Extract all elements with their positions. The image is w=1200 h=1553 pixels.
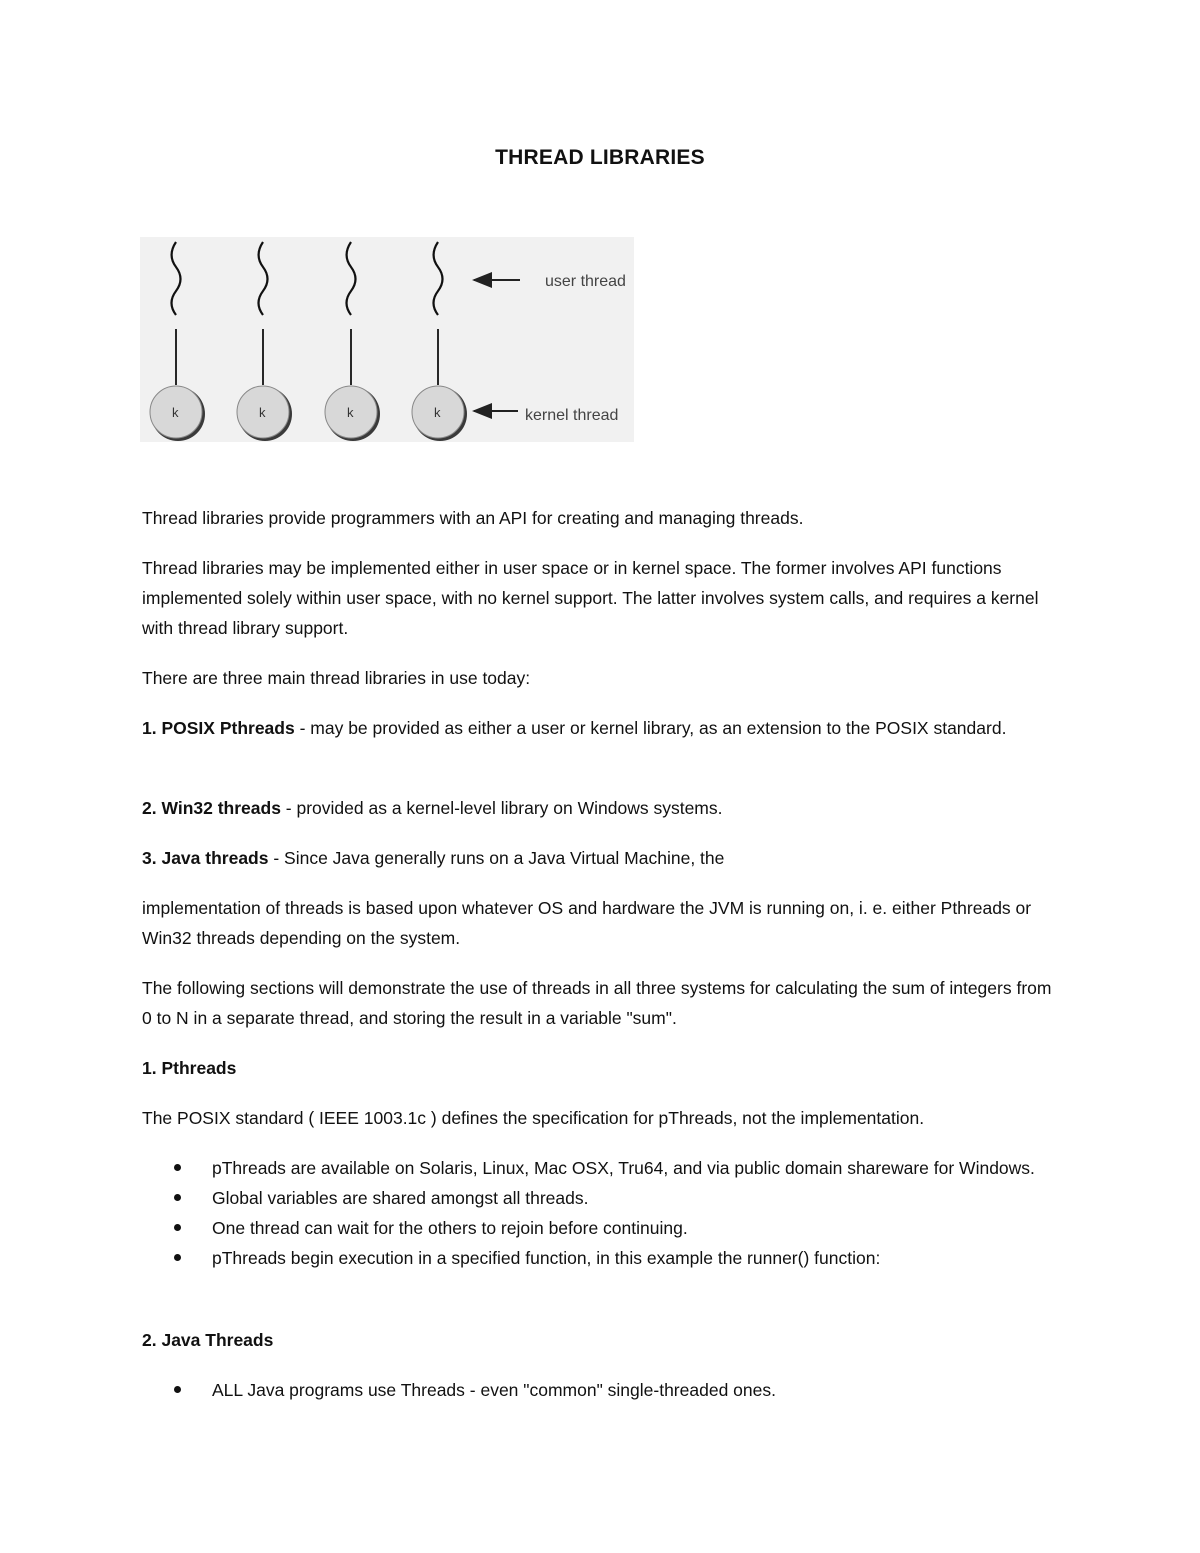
user-thread-squiggle [259, 242, 268, 315]
thread-model-diagram [140, 237, 634, 442]
library-item-java [142, 843, 1062, 873]
thread-pair-3 [325, 242, 380, 441]
library-name: POSIX Pthreads [161, 718, 295, 738]
java-threads-heading: 2. Java Threads [142, 1330, 274, 1350]
library-number: 2. [142, 798, 162, 818]
libraries-intro-paragraph: There are three main thread libraries in use today: [142, 668, 531, 688]
list-item-text: ALL Java programs use Threads - even "common" single-threaded ones. [212, 1380, 776, 1400]
list-item [142, 1243, 1062, 1273]
pthreads-bullet-list [142, 1153, 1062, 1273]
one-to-one-thread-model-figure [140, 237, 634, 442]
page-title: THREAD LIBRARIES [495, 146, 705, 169]
library-item-win32 [142, 793, 1062, 823]
list-item [142, 1375, 1062, 1405]
kernel-node-label: k [259, 405, 266, 420]
list-item-text: One thread can wait for the others to rejoin before continuing. [212, 1218, 688, 1238]
bullet-icon [174, 1194, 181, 1201]
list-item [142, 1153, 1062, 1183]
library-number: 1. [142, 718, 162, 738]
kernel-node-label: k [434, 405, 441, 420]
pthreads-heading: 1. Pthreads [142, 1058, 237, 1078]
bullet-icon [174, 1224, 181, 1231]
intro-paragraph: Thread libraries provide programmers with an API for creating and managing threads. [142, 508, 804, 528]
list-item [142, 1213, 1062, 1243]
bullet-icon [174, 1254, 181, 1261]
pthreads-intro-paragraph: The POSIX standard ( IEEE 1003.1c ) defines the specification for pThreads, not the implementation. [142, 1108, 925, 1128]
library-name: Win32 threads [161, 798, 281, 818]
bullet-icon [174, 1164, 181, 1171]
kernel-node-label: k [172, 405, 179, 420]
user-thread-squiggle [434, 242, 443, 315]
library-name: Java threads [161, 848, 269, 868]
library-description: - provided as a kernel-level library on Windows systems. [280, 798, 723, 818]
library-description: - Since Java generally runs on a Java Virtual Machine, the [268, 848, 725, 868]
java-bullet-list [142, 1375, 1062, 1405]
list-item [142, 1183, 1062, 1213]
implementation-paragraph: Thread libraries may be implemented either in user space or in kernel space. The former involves API functions implemented solely within user space, with no kernel support. The latter involves system calls, and requires a kernel with thread library support. [142, 558, 1039, 638]
library-item-posix [142, 713, 1062, 743]
library-description: - may be provided as either a user or kernel library, as an extension to the POSIX standard. [294, 718, 1007, 738]
library-number: 3. [142, 848, 162, 868]
thread-pair-2 [237, 242, 292, 441]
thread-pair-4 [412, 242, 467, 441]
user-thread-squiggle [347, 242, 356, 315]
kernel-node-label: k [347, 405, 354, 420]
bullet-icon [174, 1386, 181, 1393]
kernel-thread-label: kernel thread [525, 407, 619, 424]
list-item-text: Global variables are shared amongst all threads. [212, 1188, 589, 1208]
java-continuation-paragraph: implementation of threads is based upon whatever OS and hardware the JVM is running on, i. e. either Pthreads or Win32 threads depending on the system. [142, 898, 1032, 948]
user-thread-squiggle [172, 242, 181, 315]
list-item-text: pThreads are available on Solaris, Linux, Mac OSX, Tru64, and via public domain shareware for Windows. [212, 1158, 1035, 1178]
list-item-text: pThreads begin execution in a specified function, in this example the runner() function: [212, 1248, 881, 1268]
sections-overview-paragraph: The following sections will demonstrate the use of threads in all three systems for calculating the sum of integers from 0 to N in a separate thread, and storing the result in a variable "sum". [142, 978, 1052, 1028]
user-thread-label: user thread [545, 273, 626, 290]
thread-pair-1 [150, 242, 205, 441]
